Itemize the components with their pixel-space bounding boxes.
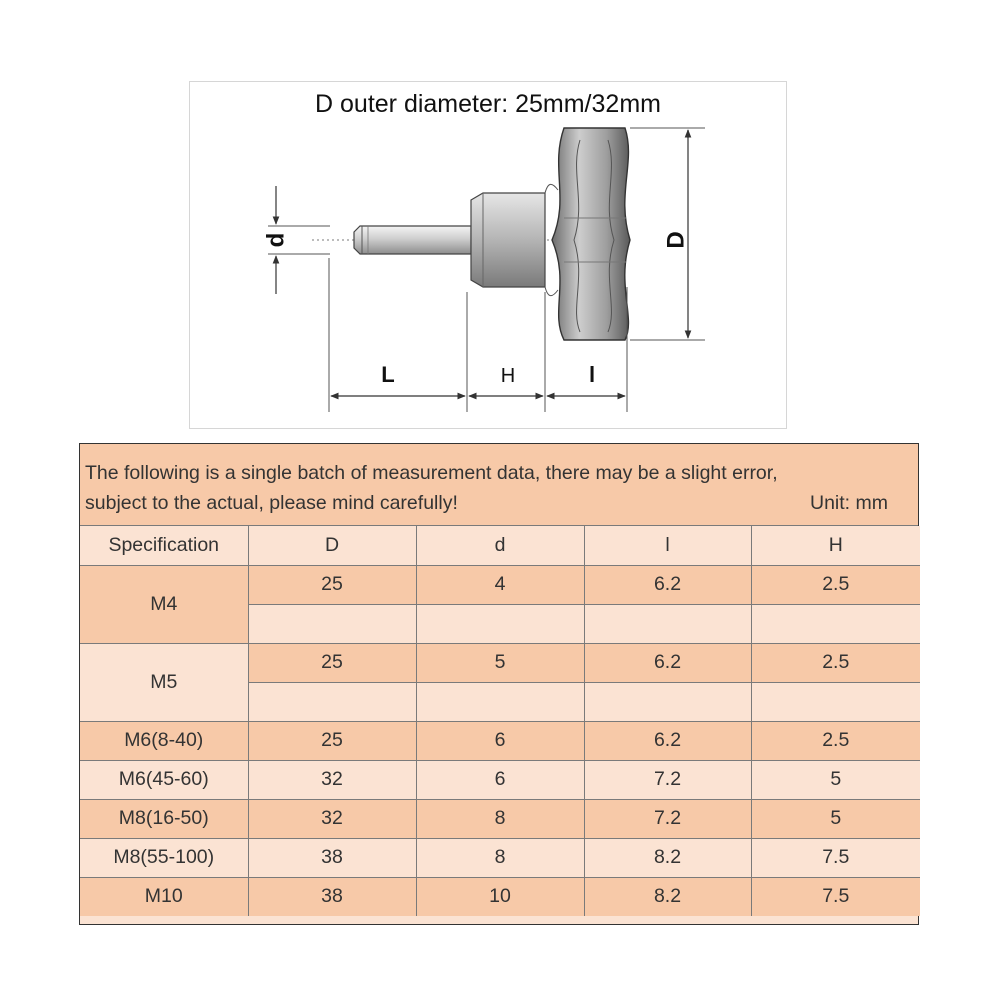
- label-l: l: [588, 362, 596, 387]
- label-d: d: [262, 232, 290, 248]
- table-row: [80, 799, 920, 838]
- cell-H: 7.5: [751, 877, 920, 916]
- spec-table-panel: [79, 443, 919, 925]
- cell-d: 5: [416, 643, 584, 682]
- screw-shaft: [354, 226, 471, 254]
- label-L: L: [381, 362, 395, 387]
- cell-spec: M6(45-60): [80, 760, 248, 799]
- cell-d: 6: [416, 760, 584, 799]
- cell-empty: [248, 604, 416, 643]
- cell-l: 7.2: [584, 760, 751, 799]
- header-l: l: [584, 526, 751, 565]
- cell-D: 38: [248, 877, 416, 916]
- cell-D: 32: [248, 760, 416, 799]
- cell-H: 5: [751, 799, 920, 838]
- cell-spec: M4: [80, 565, 248, 643]
- cell-H: 7.5: [751, 838, 920, 877]
- cell-d: 8: [416, 799, 584, 838]
- cell-empty: [248, 682, 416, 721]
- label-D: D: [662, 231, 690, 249]
- cell-empty: [416, 604, 584, 643]
- cell-D: 32: [248, 799, 416, 838]
- table-row: [80, 877, 920, 916]
- technical-drawing: [189, 81, 787, 429]
- table-row: [80, 643, 920, 682]
- note-line-2: subject to the actual, please mind carefully!: [85, 492, 458, 514]
- cell-l: 7.2: [584, 799, 751, 838]
- cell-D: 25: [248, 643, 416, 682]
- cell-H: 2.5: [751, 643, 920, 682]
- table-row: [80, 760, 920, 799]
- cell-D: 25: [248, 721, 416, 760]
- cell-l: 6.2: [584, 643, 751, 682]
- thumb-screw-drawing: [190, 82, 788, 430]
- cell-empty: [584, 682, 751, 721]
- diagram-title: D outer diameter: 25mm/32mm: [315, 90, 661, 118]
- cell-D: 38: [248, 838, 416, 877]
- header-D: D: [248, 526, 416, 565]
- cell-H: 2.5: [751, 565, 920, 604]
- cell-spec: M5: [80, 643, 248, 721]
- table-header-row: [80, 526, 920, 565]
- table-row: [80, 721, 920, 760]
- cell-H: 2.5: [751, 721, 920, 760]
- cell-d: 4: [416, 565, 584, 604]
- measurement-note: [80, 444, 918, 526]
- table-row: [80, 838, 920, 877]
- header-H: H: [751, 526, 920, 565]
- note-line-1: The following is a single batch of measurement data, there may be a slight error,: [85, 462, 778, 484]
- cell-empty: [416, 682, 584, 721]
- table-row: [80, 565, 920, 604]
- cell-l: 8.2: [584, 877, 751, 916]
- cell-spec: M10: [80, 877, 248, 916]
- cell-l: 6.2: [584, 721, 751, 760]
- cell-spec: M6(8-40): [80, 721, 248, 760]
- spec-table: [80, 526, 920, 916]
- header-d: d: [416, 526, 584, 565]
- cell-empty: [751, 604, 920, 643]
- cell-d: 8: [416, 838, 584, 877]
- screw-hub: [471, 193, 545, 287]
- cell-empty: [751, 682, 920, 721]
- screw-knob: [545, 128, 630, 340]
- cell-H: 5: [751, 760, 920, 799]
- header-specification: Specification: [80, 526, 248, 565]
- label-H: H: [500, 365, 516, 387]
- cell-empty: [584, 604, 751, 643]
- cell-l: 6.2: [584, 565, 751, 604]
- unit-label: Unit: mm: [810, 492, 888, 514]
- cell-spec: M8(16-50): [80, 799, 248, 838]
- cell-d: 6: [416, 721, 584, 760]
- cell-spec: M8(55-100): [80, 838, 248, 877]
- cell-l: 8.2: [584, 838, 751, 877]
- cell-D: 25: [248, 565, 416, 604]
- cell-d: 10: [416, 877, 584, 916]
